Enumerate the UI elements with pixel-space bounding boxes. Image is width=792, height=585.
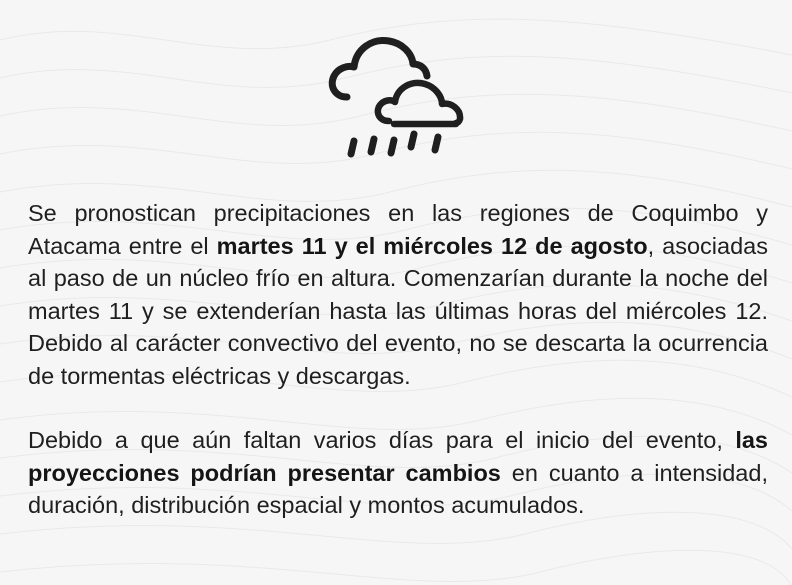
- forecast-text: [28, 197, 768, 522]
- highlighted-warning: las proyecciones podrían presentar cambios: [28, 427, 768, 486]
- cloud-rain-icon: [322, 16, 472, 166]
- highlighted-dates: martes 11 y el miércoles 12 de agosto: [216, 232, 648, 259]
- paragraph-text: Se pronostican precipitaciones en las regiones de Coquimbo y Atacama entre el: [28, 200, 768, 259]
- paragraph-text: Debido a que aún faltan varios días para el inicio del evento,: [28, 427, 736, 453]
- paragraph-text: , asociadas al paso de un núcleo frío en altura. Comenzarían durante la noche del martes 11 y se extenderían hasta las últimas horas del miércoles 12. Debido al carácter convectivo del evento, no se descarta la ocurrencia de tormentas eléctricas y descargas.: [28, 232, 768, 389]
- uncertainty-paragraph: [28, 424, 768, 522]
- forecast-paragraph: [28, 197, 768, 392]
- paragraph-text: en cuanto a intensidad, duración, distribución espacial y montos acumulados.: [28, 459, 768, 518]
- weather-icon-container: [322, 16, 472, 166]
